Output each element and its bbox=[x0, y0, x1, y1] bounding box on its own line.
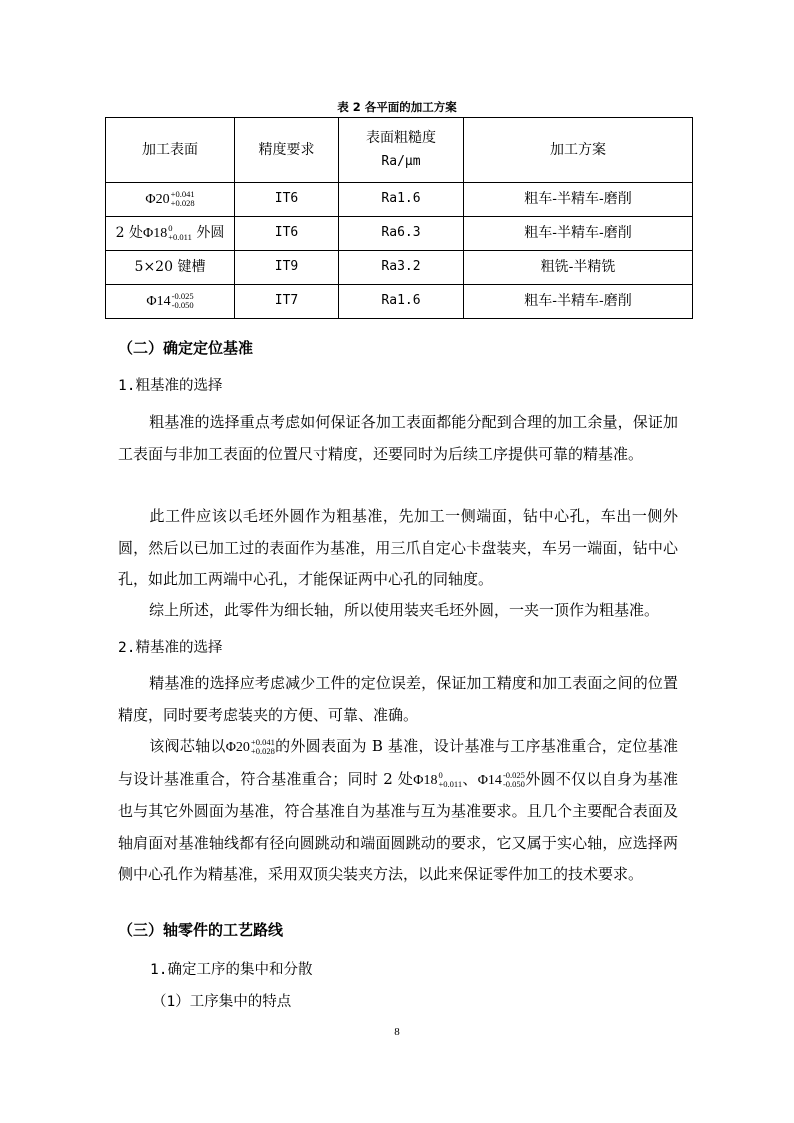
cell-plan: 粗铣-半精铣 bbox=[464, 251, 693, 285]
subsection-heading: （1）工序集中的特点 bbox=[152, 994, 292, 1010]
tolerance-lower: +0.011 bbox=[438, 778, 463, 789]
header-plan: 加工方案 bbox=[464, 118, 693, 183]
tolerance-lower: +0.028 bbox=[170, 197, 195, 208]
tolerance-upper: -0.025 bbox=[502, 769, 525, 780]
cell-precision: IT9 bbox=[235, 251, 339, 285]
machining-plan-table bbox=[105, 117, 693, 319]
cell-precision: IT6 bbox=[235, 217, 339, 251]
cell-plan: 粗车-半精车-磨削 bbox=[464, 183, 693, 217]
diameter-value: Φ18 bbox=[143, 225, 168, 241]
diameter-value: Φ14 bbox=[146, 293, 171, 309]
tolerance bbox=[251, 738, 275, 756]
cell-precision: IT7 bbox=[235, 285, 339, 319]
paragraph-text: 粗基准的选择重点考虑如何保证各加工表面都能分配到合理的加工余量，保证加工表面与非加工表面的位置尺寸精度，还要同时为后续工序提供可靠的精基准。 bbox=[118, 413, 678, 463]
header-roughness-unit: Ra/μm bbox=[381, 153, 421, 169]
paragraph-text: 综上所述，此零件为细长轴，所以使用装夹毛坯外圆，一夹一顶作为粗基准。 bbox=[149, 601, 660, 619]
diameter-value: Φ20 bbox=[145, 191, 170, 207]
cell-surface bbox=[106, 217, 235, 251]
cell-surface: 5×20 键槽 bbox=[106, 251, 235, 285]
paragraph bbox=[118, 668, 678, 731]
cell-roughness: Ra3.2 bbox=[339, 251, 464, 285]
diameter-value: Φ18 bbox=[413, 772, 438, 788]
tolerance-lower: -0.050 bbox=[502, 778, 525, 789]
surface-prefix: 2 处 bbox=[115, 224, 144, 241]
cell-surface bbox=[106, 183, 235, 217]
tolerance bbox=[168, 224, 192, 242]
paragraph-text: 精基准的选择应考虑减少工件的定位误差，保证加工精度和加工表面之间的位置精度，同时要考虑装夹的方便、可靠、准确。 bbox=[118, 674, 678, 724]
cell-plan: 粗车-半精车-磨削 bbox=[464, 285, 693, 319]
header-precision: 精度要求 bbox=[235, 118, 339, 183]
cell-roughness: Ra6.3 bbox=[339, 217, 464, 251]
paragraph-text: 该阀芯轴以 bbox=[149, 737, 226, 755]
table-row bbox=[106, 183, 693, 217]
tolerance-lower: +0.011 bbox=[168, 231, 192, 242]
header-roughness-label: 表面粗糙度 bbox=[366, 130, 436, 147]
header-surface: 加工表面 bbox=[106, 118, 235, 183]
tolerance-upper: 0 bbox=[168, 222, 173, 233]
tolerance bbox=[172, 292, 194, 310]
cell-surface bbox=[106, 285, 235, 319]
tolerance-upper: 0 bbox=[438, 769, 443, 780]
tolerance-lower: +0.028 bbox=[250, 746, 275, 756]
tolerance-upper: +0.041 bbox=[170, 188, 195, 199]
diameter-value: Φ14 bbox=[477, 772, 502, 788]
subsection-heading: 1.粗基准的选择 bbox=[118, 378, 223, 394]
table-header-row bbox=[106, 118, 693, 183]
diameter-value: Φ20 bbox=[225, 740, 250, 755]
table-row bbox=[106, 217, 693, 251]
cell-precision: IT6 bbox=[235, 183, 339, 217]
paragraph bbox=[118, 407, 678, 470]
tolerance-upper: +0.041 bbox=[250, 737, 275, 747]
paragraph bbox=[118, 595, 678, 627]
tolerance-upper: -0.025 bbox=[171, 290, 194, 301]
tolerance bbox=[438, 771, 462, 789]
subsection-heading: 1.确定工序的集中和分散 bbox=[150, 962, 313, 978]
tolerance bbox=[171, 190, 195, 208]
cell-plan: 粗车-半精车-磨削 bbox=[464, 217, 693, 251]
subsection-heading: 2.精基准的选择 bbox=[118, 640, 223, 656]
header-roughness bbox=[339, 118, 464, 183]
table-caption: 表 2 各平面的加工方案 bbox=[337, 100, 457, 114]
paragraph-text: 外圆不仅以自身为基准也与其它外圆面为基准，符合基准自为基准与互为基准要求。且几个主要配合表面及轴肩面对基准轴线都有径向圆跳动和端面圆跳动的要求，它又属于实心轴，应选择两侧中心孔作为精基准，采用双顶尖装夹方法，以此来保证零件加工的技术要求。 bbox=[118, 769, 678, 883]
cell-roughness: Ra1.6 bbox=[339, 183, 464, 217]
tolerance bbox=[503, 771, 525, 789]
table-row bbox=[106, 285, 693, 319]
paragraph-text: 、 bbox=[462, 769, 478, 788]
paragraph-text: 的外圆表面为 B 基准，设计基准与工序基准重合，定位基准与设计基准重合，符合基准重合；同时 2 处 bbox=[118, 737, 678, 788]
paragraph bbox=[118, 501, 678, 596]
paragraph-text: 此工件应该以毛坯外圆作为粗基准，先加工一侧端面，钻中心孔，车出一侧外圆，然后以已加工过的表面作为基准，用三爪自定心卡盘装夹，车另一端面，钻中心孔，如此加工两端中心孔，才能保证两中心孔的同轴度。 bbox=[118, 507, 678, 588]
page-number: 8 bbox=[394, 1026, 400, 1038]
section-heading: （三）轴零件的工艺路线 bbox=[118, 921, 284, 939]
paragraph bbox=[118, 731, 678, 891]
tolerance-lower: -0.050 bbox=[171, 299, 194, 310]
table-row bbox=[106, 251, 693, 285]
cell-roughness: Ra1.6 bbox=[339, 285, 464, 319]
section-heading: （二）确定定位基准 bbox=[118, 339, 254, 357]
surface-suffix: 外圆 bbox=[196, 224, 225, 241]
